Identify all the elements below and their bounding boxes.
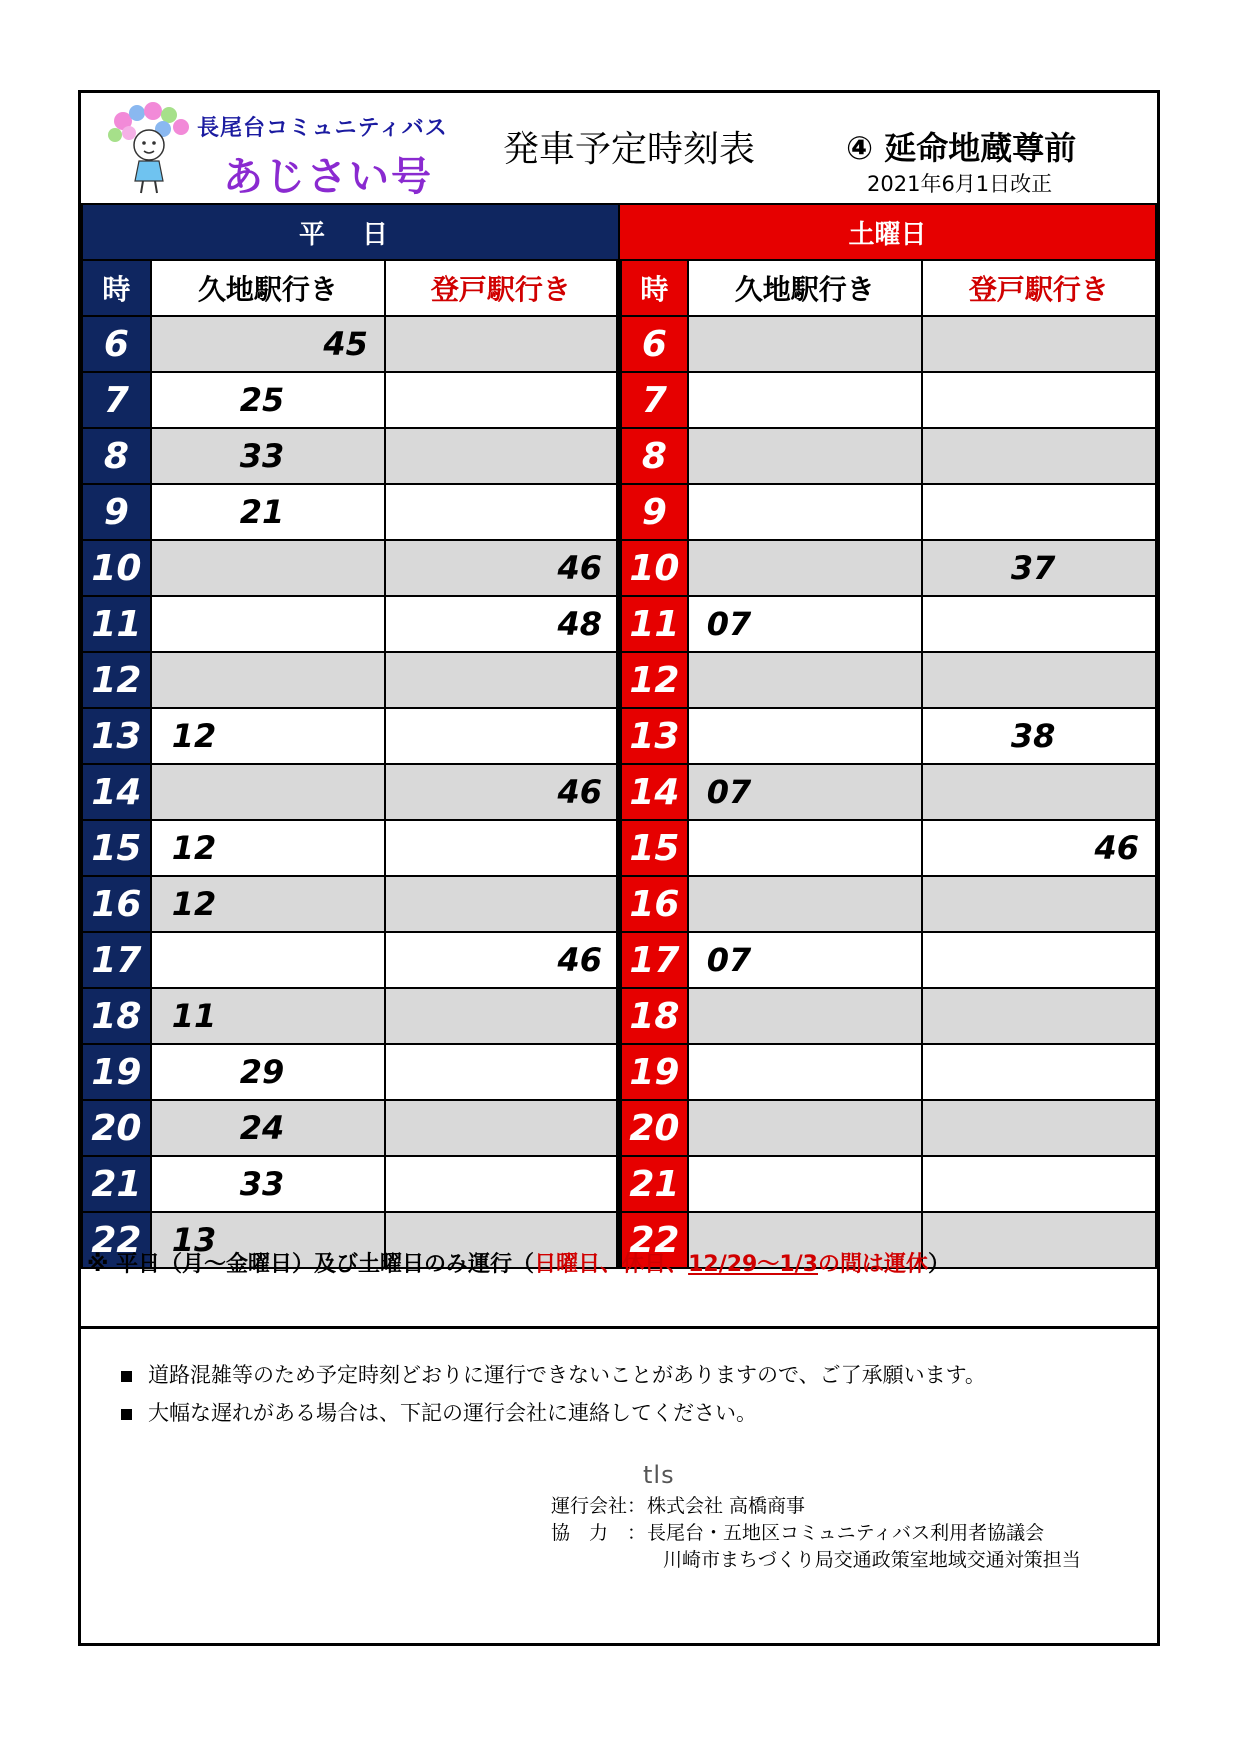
- hour-cell: 11: [82, 596, 151, 652]
- cell-kuji-saturday: [688, 988, 922, 1044]
- cell-noborito-weekday: [385, 1100, 619, 1156]
- departure-minute: 45: [323, 325, 368, 363]
- cell-noborito-weekday: [385, 652, 619, 708]
- hour-cell: 7: [619, 372, 688, 428]
- cell-noborito-saturday: [922, 876, 1156, 932]
- cell-kuji-saturday: [688, 1156, 922, 1212]
- cell-noborito-saturday: [922, 596, 1156, 652]
- table-row: [82, 316, 1156, 372]
- departure-minute: 46: [557, 773, 602, 811]
- cell-kuji-saturday: [688, 1044, 922, 1100]
- cell-kuji-weekday: [151, 988, 385, 1044]
- operator-logo: tls: [643, 1461, 675, 1489]
- weekday-header: 平 日: [82, 204, 619, 260]
- divider: [81, 1326, 1157, 1329]
- cell-kuji-weekday: [151, 820, 385, 876]
- cell-kuji-saturday: [688, 764, 922, 820]
- cell-noborito-saturday: [922, 484, 1156, 540]
- hour-cell: 9: [82, 484, 151, 540]
- departure-minute: 07: [706, 605, 752, 643]
- hour-cell: 13: [82, 708, 151, 764]
- cell-noborito-weekday: [385, 596, 619, 652]
- col-kuji-weekday: 久地駅行き: [151, 260, 385, 316]
- cell-kuji-weekday: [151, 316, 385, 372]
- cell-noborito-weekday: [385, 820, 619, 876]
- cell-kuji-weekday: [151, 764, 385, 820]
- stop-name: ④ 延命地蔵尊前: [846, 129, 1077, 167]
- saturday-header: 土曜日: [619, 204, 1156, 260]
- cell-kuji-weekday: [151, 484, 385, 540]
- table-row: [82, 372, 1156, 428]
- table-row: [82, 764, 1156, 820]
- cell-noborito-weekday: [385, 316, 619, 372]
- departure-minute: 24: [239, 1109, 285, 1147]
- cell-kuji-saturday: [688, 316, 922, 372]
- departure-minute: 07: [706, 941, 752, 979]
- cell-kuji-saturday: [688, 652, 922, 708]
- timetable: [81, 203, 1157, 1269]
- cell-kuji-saturday: [688, 484, 922, 540]
- cell-kuji-saturday: [688, 932, 922, 988]
- departure-minute: 37: [1010, 549, 1056, 587]
- cell-noborito-saturday: [922, 764, 1156, 820]
- cell-noborito-weekday: [385, 540, 619, 596]
- hour-cell: 13: [619, 708, 688, 764]
- hour-cell: 20: [619, 1100, 688, 1156]
- cell-noborito-weekday: [385, 932, 619, 988]
- hour-cell: 12: [82, 652, 151, 708]
- cell-noborito-weekday: [385, 1044, 619, 1100]
- hour-cell: 11: [619, 596, 688, 652]
- cell-noborito-saturday: [922, 1100, 1156, 1156]
- cell-noborito-saturday: [922, 932, 1156, 988]
- cell-kuji-saturday: [688, 1100, 922, 1156]
- cell-kuji-weekday: [151, 876, 385, 932]
- table-row: [82, 596, 1156, 652]
- hour-cell: 22: [82, 1212, 151, 1268]
- cell-noborito-weekday: [385, 708, 619, 764]
- cell-noborito-saturday: [922, 428, 1156, 484]
- cell-noborito-saturday: [922, 1156, 1156, 1212]
- hour-cell: 19: [82, 1044, 151, 1100]
- footer-credits: 運行会社： 株式会社 高橋商事 協 力 ： 長尾台・五地区コミュニティバス利用者協議会 川崎市まちづくり局交通政策室地域交通対策担当: [551, 1495, 1081, 1571]
- revision-date: 2021年6月1日改正: [867, 172, 1053, 196]
- cell-noborito-weekday: [385, 372, 619, 428]
- cell-noborito-saturday: [922, 820, 1156, 876]
- list-item: 道路混雑等のため予定時刻どおりに運行できないことがありますので、ご了承願います。: [121, 1356, 986, 1394]
- cell-noborito-weekday: [385, 428, 619, 484]
- table-row: [82, 652, 1156, 708]
- col-noborito-weekday: 登戸駅行き: [385, 260, 619, 316]
- table-row: [82, 708, 1156, 764]
- hour-cell: 22: [619, 1212, 688, 1268]
- hour-cell: 6: [619, 316, 688, 372]
- hour-cell: 6: [82, 316, 151, 372]
- hour-cell: 10: [619, 540, 688, 596]
- cell-kuji-saturday: [688, 708, 922, 764]
- hour-header: 時: [82, 260, 151, 316]
- hour-cell: 17: [619, 932, 688, 988]
- notice-list: [121, 1356, 986, 1432]
- table-row: [82, 1044, 1156, 1100]
- departure-minute: 21: [239, 493, 285, 531]
- table-row: [82, 1100, 1156, 1156]
- departure-minute: 48: [557, 605, 602, 643]
- hour-cell: 14: [619, 764, 688, 820]
- cell-noborito-weekday: [385, 876, 619, 932]
- cell-kuji-saturday: [688, 876, 922, 932]
- cell-kuji-weekday: [151, 1100, 385, 1156]
- cell-noborito-weekday: [385, 1156, 619, 1212]
- cell-kuji-weekday: [151, 540, 385, 596]
- hour-cell: 12: [619, 652, 688, 708]
- hour-cell: 15: [82, 820, 151, 876]
- bullet-square-icon: [121, 1409, 132, 1420]
- col-kuji-saturday: 久地駅行き: [688, 260, 922, 316]
- hour-cell: 8: [619, 428, 688, 484]
- hydrangea-girl-icon: [103, 101, 197, 197]
- departure-minute: 12: [171, 717, 217, 755]
- cell-noborito-weekday: [385, 988, 619, 1044]
- cell-noborito-saturday: [922, 988, 1156, 1044]
- logo-title: あじさい号: [223, 154, 433, 200]
- timetable-sheet: [78, 90, 1160, 1646]
- departure-minute: 07: [706, 773, 752, 811]
- hour-cell: 18: [619, 988, 688, 1044]
- hour-cell: 7: [82, 372, 151, 428]
- cell-noborito-saturday: [922, 1044, 1156, 1100]
- cell-kuji-weekday: [151, 372, 385, 428]
- cell-kuji-weekday: [151, 1156, 385, 1212]
- cell-noborito-saturday: [922, 708, 1156, 764]
- hour-cell: 16: [619, 876, 688, 932]
- cell-noborito-saturday: [922, 652, 1156, 708]
- departure-minute: 11: [171, 997, 217, 1035]
- departure-minute: 38: [1010, 717, 1056, 755]
- hour-cell: 19: [619, 1044, 688, 1100]
- cell-kuji-saturday: [688, 540, 922, 596]
- hour-cell: 15: [619, 820, 688, 876]
- table-row: [82, 876, 1156, 932]
- cell-noborito-weekday: [385, 484, 619, 540]
- departure-minute: 33: [239, 1165, 285, 1203]
- hour-cell: 20: [82, 1100, 151, 1156]
- cell-kuji-weekday: [151, 596, 385, 652]
- cell-noborito-weekday: [385, 764, 619, 820]
- hour-cell: 8: [82, 428, 151, 484]
- logo-subtitle: 長尾台コミュニティバス: [197, 116, 448, 141]
- table-row: [82, 988, 1156, 1044]
- hour-cell: 17: [82, 932, 151, 988]
- cell-kuji-saturday: [688, 372, 922, 428]
- departure-minute: 46: [557, 941, 602, 979]
- cell-noborito-saturday: [922, 372, 1156, 428]
- table-row: [82, 932, 1156, 988]
- table-row: [82, 820, 1156, 876]
- cell-kuji-saturday: [688, 596, 922, 652]
- cell-kuji-weekday: [151, 652, 385, 708]
- table-row: [82, 540, 1156, 596]
- departure-minute: 25: [239, 381, 285, 419]
- departure-minute: 33: [239, 437, 285, 475]
- departure-minute: 46: [557, 549, 602, 587]
- cell-kuji-saturday: [688, 820, 922, 876]
- cell-kuji-weekday: [151, 428, 385, 484]
- page-title: 発車予定時刻表: [503, 129, 756, 170]
- cell-kuji-saturday: [688, 428, 922, 484]
- hour-cell: 18: [82, 988, 151, 1044]
- cell-kuji-weekday: [151, 708, 385, 764]
- header: [81, 93, 1157, 203]
- table-row: [82, 484, 1156, 540]
- departure-minute: 12: [171, 885, 217, 923]
- col-noborito-saturday: 登戸駅行き: [922, 260, 1156, 316]
- hour-cell: 14: [82, 764, 151, 820]
- departure-minute: 12: [171, 829, 217, 867]
- table-row: [82, 1156, 1156, 1212]
- cell-kuji-weekday: [151, 1044, 385, 1100]
- bullet-square-icon: [121, 1371, 132, 1382]
- cell-noborito-saturday: [922, 1212, 1156, 1268]
- service-note: ※ 平日（月～金曜日）及び土曜日のみ運行（日曜日、休日、12/29～1/3の間は運休）: [87, 1252, 951, 1277]
- cell-kuji-weekday: [151, 932, 385, 988]
- hour-cell: 16: [82, 876, 151, 932]
- hour-header: 時: [619, 260, 688, 316]
- hour-cell: 9: [619, 484, 688, 540]
- table-row: [82, 428, 1156, 484]
- hour-cell: 10: [82, 540, 151, 596]
- departure-minute: 13: [171, 1221, 217, 1259]
- hour-cell: 21: [82, 1156, 151, 1212]
- cell-noborito-saturday: [922, 540, 1156, 596]
- hour-cell: 21: [619, 1156, 688, 1212]
- list-item: 大幅な遅れがある場合は、下記の運行会社に連絡してください。: [121, 1394, 986, 1432]
- departure-minute: 29: [239, 1053, 285, 1091]
- cell-noborito-saturday: [922, 316, 1156, 372]
- departure-minute: 46: [1094, 829, 1139, 867]
